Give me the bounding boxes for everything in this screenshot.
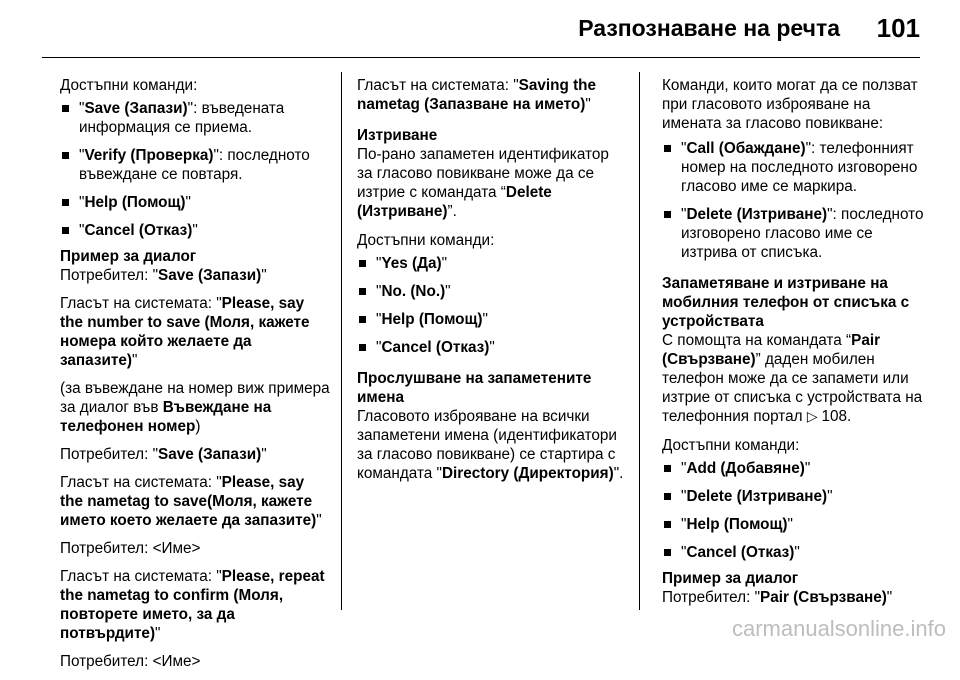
bullet-icon — [664, 145, 671, 152]
section-heading: Изтриване — [357, 127, 438, 144]
section-heading: Прослушване на запаметените имена — [357, 370, 592, 406]
column-2 — [357, 76, 627, 493]
column-divider-2 — [639, 72, 640, 610]
dialog-line: Гласът на системата: "Please, say the nametag to save(Моля, кажете името което желаете да запазите)" — [60, 474, 322, 529]
paragraph: Гласовото изброяване на всички запаметени имена (идентификатори за гласово повикване) се стартира с командата "Directory (Директория)". — [357, 408, 624, 482]
section-heading: Пример за диалог — [662, 570, 799, 587]
section-heading: Пример за диалог — [60, 248, 197, 265]
dialog-line: Потребител: <Име> — [60, 540, 201, 557]
paragraph: Команди, които могат да се ползват при гласовото изброяване на имената за гласово повикване: — [662, 77, 918, 132]
bullet-icon — [359, 260, 366, 267]
column-divider-1 — [341, 72, 342, 610]
page-header — [0, 0, 960, 58]
list-item: "Help (Помощ)" — [357, 310, 627, 329]
dialog-line: Потребител: "Save (Запази)" — [60, 267, 267, 284]
dialog-line: Гласът на системата: "Saving the nametag (Запазване на името)" — [357, 77, 597, 113]
column-3 — [662, 76, 932, 617]
list-item: "Help (Помощ)" — [662, 515, 932, 534]
list-item: "Add (Добавяне)" — [662, 459, 932, 478]
commands-intro: Достъпни команди: — [60, 77, 198, 94]
list-item: "Save (Запази)": въведената информация се приема. — [60, 99, 330, 137]
section-heading: Запаметяване и изтриване на мобилния телефон от списъка с устройствата — [662, 275, 910, 330]
command-list — [662, 139, 932, 262]
dialog-line: Потребител: <Име> — [60, 653, 201, 670]
command-list — [662, 459, 932, 562]
list-item: "No. (No.)" — [357, 282, 627, 301]
dialog-line: Гласът на системата: "Please, say the number to save (Моля, кажете номера който желаете да запазите)" — [60, 295, 310, 369]
list-item: "Cancel (Отказ)" — [60, 221, 330, 240]
command-list — [60, 99, 330, 240]
bullet-icon — [62, 199, 69, 206]
list-item: "Call (Обаждане)": телефонният номер на последното изговорено гласово име се маркира. — [662, 139, 932, 196]
bullet-icon — [62, 152, 69, 159]
bullet-icon — [664, 493, 671, 500]
commands-intro: Достъпни команди: — [357, 232, 495, 249]
header-divider — [42, 57, 920, 58]
dialog-line: Гласът на системата: "Please, repeat the nametag to confirm (Моля, повторете името, за да потвърдите)" — [60, 568, 325, 642]
list-item: "Verify (Проверка)": последното въвеждане се повтаря. — [60, 146, 330, 184]
list-item: "Cancel (Отказ)" — [357, 338, 627, 357]
triangle-arrow-icon[interactable]: ▷ — [806, 408, 822, 424]
list-item: "Delete (Изтриване)" — [662, 487, 932, 506]
list-item: "Help (Помощ)" — [60, 193, 330, 212]
bullet-icon — [664, 465, 671, 472]
command-list — [357, 254, 627, 357]
dialog-line: (за въвеждане на номер виж примера за диалог във Въвеждане на телефонен номер) — [60, 380, 330, 435]
bullet-icon — [62, 227, 69, 234]
bullet-icon — [664, 211, 671, 218]
page-title: Разпознаване на речта — [578, 15, 840, 41]
bullet-icon — [359, 344, 366, 351]
list-item: "Yes (Да)" — [357, 254, 627, 273]
bullet-icon — [359, 316, 366, 323]
dialog-line: Потребител: "Save (Запази)" — [60, 446, 267, 463]
commands-intro: Достъпни команди: — [662, 437, 800, 454]
list-item: "Cancel (Отказ)" — [662, 543, 932, 562]
list-item: "Delete (Изтриване)": последното изговорено гласово име се изтрива от списъка. — [662, 205, 932, 262]
paragraph: По-рано запаметен идентификатор за гласово повикване може да се изтрие с командата “Delete (Изтриване)”. — [357, 146, 609, 220]
column-1 — [60, 76, 330, 680]
paragraph: С помощта на командата “Pair (Свързване)” даден мобилен телефон може да се запамети или изтрие от списъка с устройствата на телефонния портал ▷ 108. — [662, 332, 923, 425]
page-footer — [0, 612, 960, 642]
watermark[interactable]: carmanualsonline.info — [731, 616, 946, 641]
bullet-icon — [62, 105, 69, 112]
dialog-line: Потребител: "Pair (Свързване)" — [662, 589, 893, 606]
bullet-icon — [359, 288, 366, 295]
bullet-icon — [664, 521, 671, 528]
page-number: 101 — [876, 13, 920, 43]
bullet-icon — [664, 549, 671, 556]
